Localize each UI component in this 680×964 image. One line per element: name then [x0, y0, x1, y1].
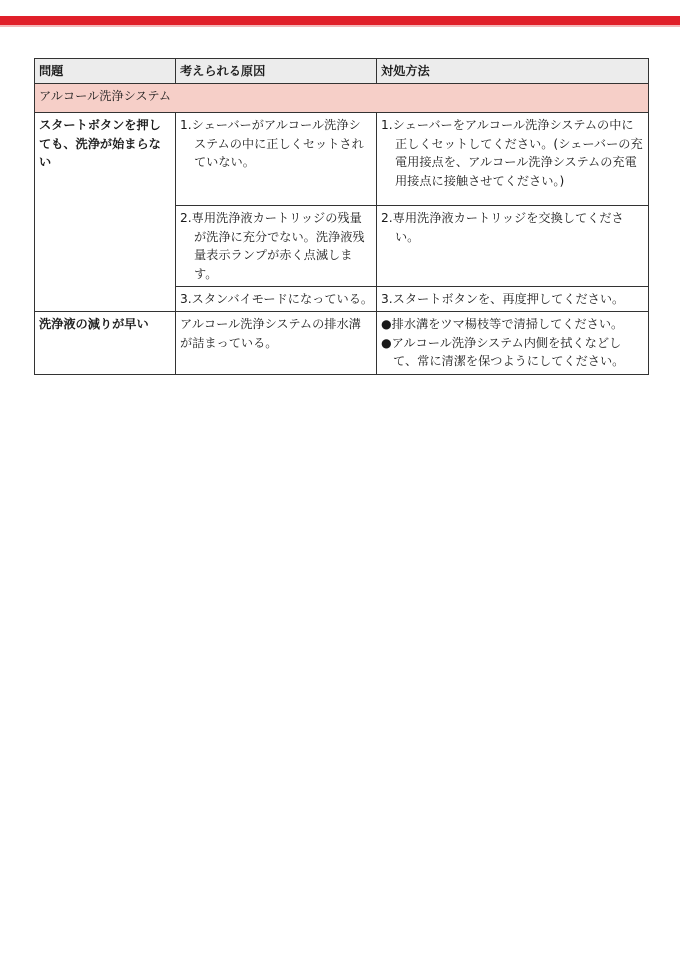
remedy-cell: [377, 287, 649, 312]
cause-cell: [176, 287, 377, 312]
remedy-cell: [377, 206, 649, 287]
table-row: [35, 312, 649, 374]
table-row: [35, 113, 649, 206]
remedy-text: 1.シェーバーをアルコール洗浄システムの中に正しくセットしてください。(シェーバーの充電用接点を、アルコール洗浄システムの充電用接点に接触させてください。): [381, 118, 643, 188]
section-title: アルコール洗浄システム: [35, 84, 649, 113]
top-accent-bar-shadow: [0, 25, 680, 27]
header-problem: 問題: [35, 59, 176, 84]
cause-text: 3.スタンバイモードになっている。: [180, 292, 374, 307]
troubleshooting-table: [34, 58, 649, 375]
cause-text: 1.シェーバーがアルコール洗浄システムの中に正しくセットされていない。: [180, 118, 364, 170]
top-accent-bar: [0, 16, 680, 25]
remedy-cell: [377, 312, 649, 374]
header-cause: 考えられる原因: [176, 59, 377, 84]
remedy-bullet: ●アルコール洗浄システム内側を拭くなどして、常に清潔を保つようにしてください。: [381, 335, 625, 369]
cause-text: 2.専用洗浄液カートリッジの残量が洗浄に充分でない。洗浄液残量表示ランプが赤く点滅します。: [180, 211, 365, 281]
cause-cell: [176, 206, 377, 287]
section-row: [35, 84, 649, 113]
remedy-bullet: ●排水溝をツマ楊枝等で清掃してください。: [381, 317, 624, 332]
table-header-row: [35, 59, 649, 84]
header-remedy: 対処方法: [377, 59, 649, 84]
problem-cell: スタートボタンを押しても、洗浄が始まらない: [35, 113, 176, 312]
remedy-text: 3.スタートボタンを、再度押してください。: [381, 292, 625, 307]
remedy-cell: [377, 113, 649, 206]
remedy-text: 2.専用洗浄液カートリッジを交換してください。: [381, 211, 624, 244]
cause-cell: [176, 113, 377, 206]
cause-cell: アルコール洗浄システムの排水溝が詰まっている。: [176, 312, 377, 374]
problem-cell: 洗浄液の減りが早い: [35, 312, 176, 374]
